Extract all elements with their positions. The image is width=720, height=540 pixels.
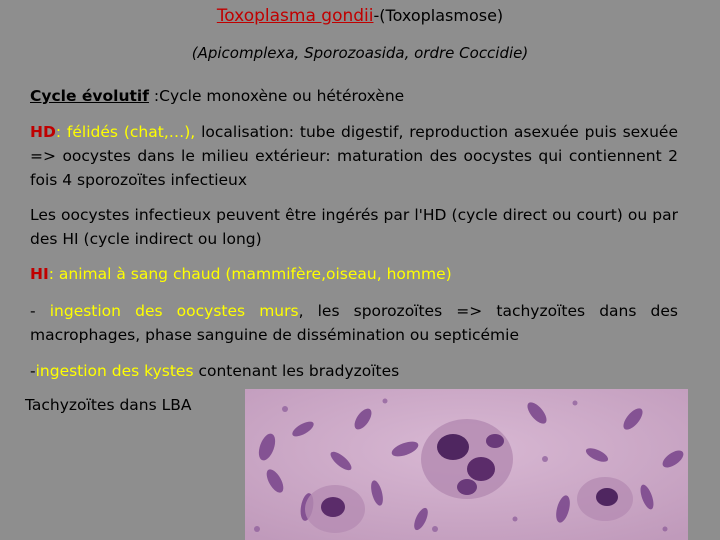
- hd-paragraph: [30, 120, 678, 192]
- hd-abbr: HD: [30, 123, 56, 141]
- hi-definition: : animal à sang chaud (mammifère,oiseau, homme): [48, 265, 452, 283]
- page-subtitle: (Apicomplexa, Sporozoasida, ordre Coccidie): [191, 44, 529, 62]
- title-disease: -(Toxoplasmose): [373, 6, 504, 25]
- title-species: Toxoplasma gondii: [216, 6, 374, 26]
- cycle-text: :Cycle monoxène ou hétéroxène: [148, 87, 405, 105]
- ingestion1-rest: , les sporozoïtes => tachyzoïtes dans des macrophages, phase sanguine de dissémination ou septicémie: [30, 302, 678, 344]
- ingestion2-rest: contenant les bradyzoïtes: [193, 362, 400, 380]
- cycle-label: Cycle évolutif: [30, 87, 149, 105]
- ingestion2-highlight: ingestion des kystes: [35, 362, 194, 380]
- ingestion-oocystes-paragraph: [30, 299, 678, 347]
- image-caption: Tachyzoïtes dans LBA: [25, 396, 192, 414]
- oocystes-paragraph: Les oocystes infectieux peuvent être ingérés par l'HD (cycle direct ou court) ou par des HI (cycle indirect ou long): [30, 206, 678, 248]
- hd-description: localisation: tube digestif, reproduction asexuée puis sexuée => oocystes dans le milieu extérieur: maturation des oocystes qui contiennent 2 fois 4 sporozoïtes infectieux: [30, 123, 678, 189]
- microscopy-image: [245, 389, 688, 540]
- hi-line: [30, 262, 678, 286]
- page-title: [0, 6, 720, 26]
- hd-definition: : félidés (chat,…),: [55, 123, 196, 141]
- hi-abbr: HI: [30, 265, 49, 283]
- ingestion1-highlight: ingestion des oocystes murs: [49, 302, 299, 320]
- ingestion-kystes-line: [30, 359, 678, 383]
- cycle-line: [30, 84, 678, 108]
- ingestion2-dash: -: [30, 362, 36, 380]
- ingestion1-dash: -: [30, 302, 50, 320]
